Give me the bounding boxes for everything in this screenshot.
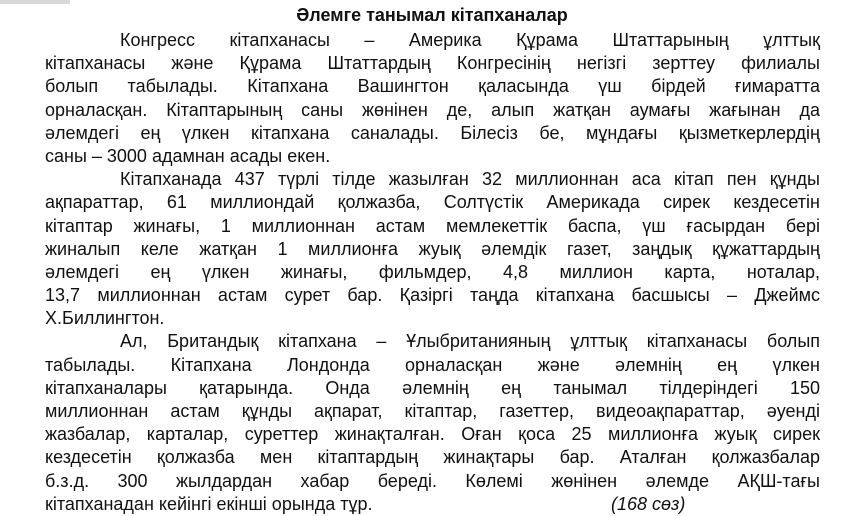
paragraph-2-line-4: жиналып келе жатқан 1 миллионға жуық әлемдік газет, заңдық құжаттардың (45, 238, 820, 259)
paragraph-3-line-6: кездесетін қолжазба мен кітаптардың жинақтары бар. Аталған қолжазбалар (45, 447, 820, 468)
paragraph-1-line-6: саны – 3000 адамнан асады екен. (45, 145, 331, 166)
paragraph-3-line-7: б.з.д. 300 жылдардан хабар береді. Көлемі жөнінен әлемде АҚШ-тағы (45, 470, 820, 491)
paragraph-3-line-2: табылады. Кітапхана Лондонда орналасқан және әлемнің ең үлкен (45, 354, 820, 375)
paragraph-2-line-1: Кітапханада 437 түрлі тілде жазылған 32 миллионнан аса кітап пен құнды (120, 169, 820, 190)
word-count: (168 сөз) (611, 493, 686, 514)
paragraph-1-line-1: Конгресс кітапханасы – Америка Құрама Штаттарының ұлттық (120, 30, 820, 50)
document-body (45, 29, 820, 516)
paragraph-3-line-5: жазбалар, карталар, суреттер жинақталған. Оған қоса 25 миллионға жуық сирек (45, 424, 820, 445)
paragraph-3-line-8: кітапханадан кейінгі екінші орында тұр. (45, 493, 373, 514)
paragraph-2-line-2: ақпараттар, 61 миллиондай қолжазба, Солтүстік Америкада сирек кездесетін (45, 192, 820, 213)
paragraph-2-line-6: 13,7 миллионнан астам сурет бар. Қазіргі таңда кітапхана басшысы – Джеймс (45, 285, 820, 306)
paragraph-2-line-3: кітаптар жинағы, 1 миллионнан астам мемлекеттік баспа, үш ғасырдан бері (45, 215, 820, 236)
document-title: Әлемге танымал кітапханалар (296, 5, 568, 25)
paragraph-1-line-5: әлемдегі ең үлкен кітапхана саналады. Білесіз бе, мұндағы қызметкерлердің (45, 122, 820, 143)
paragraph-1-line-4: орналасқан. Кітаптарының саны жөнінен де, алып жатқан аумағы жағынан да (45, 99, 820, 120)
paragraph-2-line-7: Х.Биллингтон. (45, 308, 165, 329)
paragraph-3-line-3: кітапханалары қатарында. Онда әлемнің ең танымал тілдеріндегі 150 (45, 377, 820, 398)
paragraph-1-line-2: кітапханасы және Құрама Штаттардың Конгресінің негізгі зерттеу филиалы (45, 53, 820, 74)
paragraph-3-line-8-row (45, 493, 820, 516)
paragraph-2-line-5: әлемдегі ең үлкен жинағы, фильмдер, 4,8 миллион карта, ноталар, (45, 261, 820, 282)
paragraph-3-line-4: миллионнан астам құнды ақпарат, кітаптар, газеттер, видеоақпараттар, әуенді (45, 401, 820, 421)
paragraph-1-line-3: болып табылады. Кітапхана Вашингтон қаласында үш бірдей ғимаратта (45, 76, 820, 97)
paragraph-3-line-1: Ал, Британдық кітапхана – Ұлыбританияның ұлттық кітапханасы болып (120, 331, 820, 352)
